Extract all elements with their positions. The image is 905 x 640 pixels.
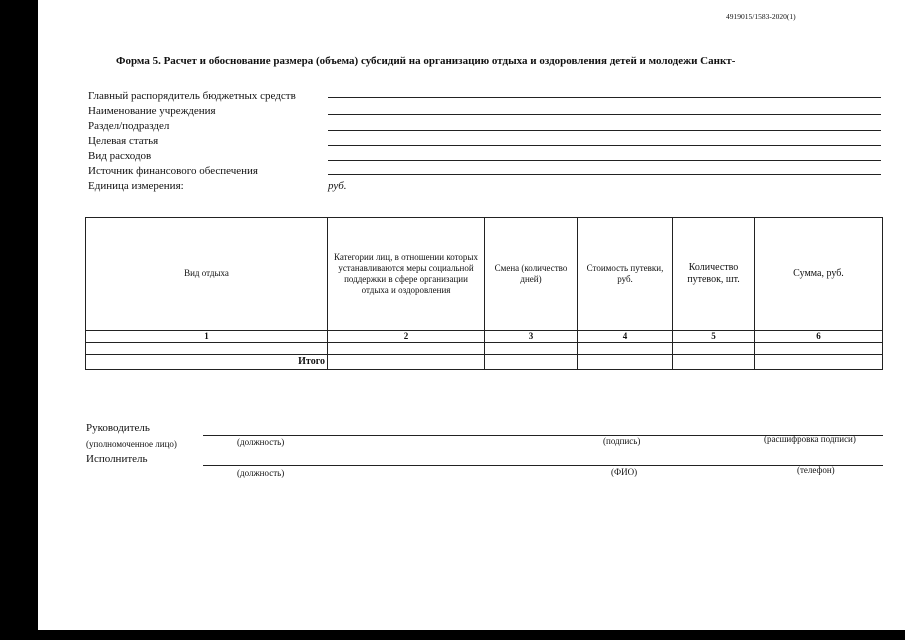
table-cell[interactable]: [578, 355, 673, 370]
table-cell[interactable]: [578, 343, 673, 355]
executor-label: Исполнитель: [86, 453, 148, 465]
column-header: Сумма, руб.: [755, 218, 883, 331]
unit-value: руб.: [328, 180, 347, 192]
field-label-section: Раздел/подраздел: [88, 120, 170, 132]
column-number: 5: [673, 331, 755, 343]
table-cell[interactable]: [328, 343, 485, 355]
table-cell[interactable]: [328, 355, 485, 370]
column-header: Количество путевок, шт.: [673, 218, 755, 331]
field-label-funding-source: Источник финансового обеспечения: [88, 165, 258, 177]
caption-full-name: (ФИО): [611, 467, 638, 477]
table-cell[interactable]: [86, 343, 328, 355]
form-title: Форма 5. Расчет и обоснование размера (объема) субсидий на организацию отдыха и оздоровления детей и молодежи Санкт-: [116, 55, 736, 67]
table-cell[interactable]: [673, 343, 755, 355]
column-number: 4: [578, 331, 673, 343]
unit-label: Единица измерения:: [88, 180, 184, 192]
field-line-section: [328, 130, 881, 131]
field-label-institution: Наименование учреждения: [88, 105, 216, 117]
column-number-row: [86, 331, 883, 343]
table-total-row: [86, 355, 883, 370]
field-line-target-item: [328, 145, 881, 146]
head-sublabel: (уполномоченное лицо): [86, 439, 177, 449]
caption-position: (должность): [237, 437, 285, 447]
table-cell[interactable]: [485, 343, 578, 355]
column-header: Вид отдыха: [86, 218, 328, 331]
column-header: Смена (количество дней): [485, 218, 578, 331]
field-label-expense-type: Вид расходов: [88, 150, 152, 162]
field-line-funding-source: [328, 174, 881, 175]
column-header: Категории лиц, в отношении которых устанавливаются меры социальной поддержки в сфере организации отдыха и оздоровления: [328, 218, 485, 331]
field-line-institution: [328, 114, 881, 115]
table-cell[interactable]: [673, 355, 755, 370]
field-label-gr-bs: Главный распорядитель бюджетных средств: [88, 90, 296, 102]
field-line-expense-type: [328, 160, 881, 161]
column-header: Стоимость путевки, руб.: [578, 218, 673, 331]
head-label: Руководитель: [86, 422, 150, 434]
document-page: [38, 0, 905, 630]
caption-position: (должность): [237, 468, 285, 478]
field-line-gr-bs: [328, 97, 881, 98]
caption-phone: (телефон): [797, 465, 835, 475]
column-number: 6: [755, 331, 883, 343]
column-number: 2: [328, 331, 485, 343]
document-number: 4919015/1583-2020(1): [726, 12, 796, 21]
table-cell[interactable]: [755, 343, 883, 355]
table-cell[interactable]: [485, 355, 578, 370]
column-number: 3: [485, 331, 578, 343]
total-label: Итого: [86, 355, 328, 370]
table-row: [86, 343, 883, 355]
subsidy-table: [85, 217, 883, 370]
caption-signature-decoding: (расшифровка подписи): [764, 434, 856, 444]
caption-signature: (подпись): [603, 436, 641, 446]
table-header-row: [86, 218, 883, 331]
field-label-target-item: Целевая статья: [88, 135, 159, 147]
column-number: 1: [86, 331, 328, 343]
executor-signature-line[interactable]: [203, 465, 883, 466]
table-cell[interactable]: [755, 355, 883, 370]
